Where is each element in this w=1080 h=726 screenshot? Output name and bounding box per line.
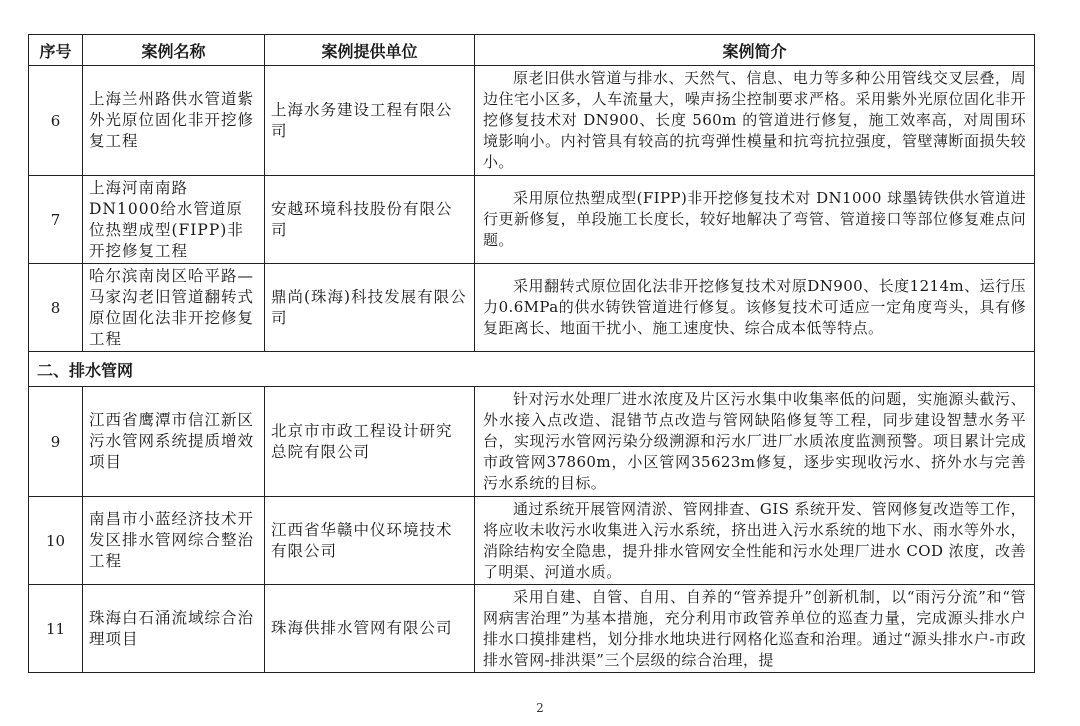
row-provider: 安越环境科技股份有限公司 [265,176,475,264]
row-summary: 原老旧供水管道与排水、天然气、信息、电力等多种公用管线交叉层叠，周边住宅小区多，人车流量大，噪声扬尘控制要求严格。采用紫外光原位固化非开挖修复技术对 DN900、长度 560m 的管道进行修复，施工效率高，对周围环境影响小。内衬管具有较高的抗弯弹性模量和抗弯抗拉强度，管壁薄断面损失较小。 [475,66,1035,176]
row-summary: 采用翻转式原位固化法非开挖修复技术对原DN900、长度1214m、运行压力0.6MPa的供水铸铁管道进行修复。该修复技术可适应一定角度弯头，具有修复距离长、地面干扰小、施工速度快、综合成本低等特点。 [475,264,1035,352]
row-case-name: 珠海白石涌流域综合治理项目 [83,585,265,673]
header-row [29,35,1035,66]
row-case-name: 南昌市小蓝经济技术开发区排水管网综合整治工程 [83,497,265,585]
row-index: 6 [29,66,83,176]
header-case-name: 案例名称 [83,35,265,66]
table-row [29,66,1035,176]
row-summary: 通过系统开展管网清淤、管网排查、GIS 系统开发、管网修复改造等工作，将应收未收污水收集进入污水系统，挤出进入污水系统的地下水、雨水等外水，消除结构安全隐患，提升排水管网安全性能和污水处理厂进水 COD 浓度，改善了明渠、河道水质。 [475,497,1035,585]
row-provider: 珠海供排水管网有限公司 [265,585,475,673]
row-case-name: 上海兰州路供水管道紫外光原位固化非开挖修复工程 [83,66,265,176]
table-row [29,176,1035,264]
row-index: 8 [29,264,83,352]
table-row [29,585,1035,673]
row-summary: 针对污水处理厂进水浓度及片区污水集中收集率低的问题，实施源头截污、外水接入点改造、混错节点改造与管网缺陷修复等工程，同步建设智慧水务平台，实现污水管网污染分级溯源和污水厂进厂水质浓度监测预警。项目累计完成市政管网37860m，小区管网35623m修复，逐步实现收污水、挤外水与完善污水系统的目标。 [475,387,1035,497]
section-title: 二、排水管网 [29,352,1035,387]
table-row [29,264,1035,352]
row-provider: 江西省华赣中仪环境技术有限公司 [265,497,475,585]
row-index: 9 [29,387,83,497]
section-row [29,352,1035,387]
table-row [29,497,1035,585]
row-summary: 采用自建、自管、自用、自养的“管养提升”创新机制，以“雨污分流”和“管网病害治理”为基本措施，充分利用市政管养单位的巡查力量，完成源头排水户排水口摸排建档，划分排水地块进行网格化巡查和治理。通过“源头排水户-市政排水管网-排洪渠”三个层级的综合治理，提 [475,585,1035,673]
row-index: 10 [29,497,83,585]
table-row [29,387,1035,497]
page-number: 2 [536,701,544,715]
row-provider: 上海水务建设工程有限公司 [265,66,475,176]
row-case-name: 哈尔滨南岗区哈平路—马家沟老旧管道翻转式原位固化法非开挖修复工程 [83,264,265,352]
row-index: 11 [29,585,83,673]
case-table [28,34,1035,673]
row-case-name: 上海河南南路DN1000给水管道原位热塑成型(FIPP)非开挖修复工程 [83,176,265,264]
header-index: 序号 [29,35,83,66]
row-case-name: 江西省鹰潭市信江新区污水管网系统提质增效项目 [83,387,265,497]
header-provider: 案例提供单位 [265,35,475,66]
row-provider: 北京市市政工程设计研究总院有限公司 [265,387,475,497]
header-summary: 案例简介 [475,35,1035,66]
row-summary: 采用原位热塑成型(FIPP)非开挖修复技术对 DN1000 球墨铸铁供水管道进行更新修复，单段施工长度长，较好地解决了弯管、管道接口等部位修复难点问题。 [475,176,1035,264]
row-index: 7 [29,176,83,264]
row-provider: 鼎尚(珠海)科技发展有限公司 [265,264,475,352]
